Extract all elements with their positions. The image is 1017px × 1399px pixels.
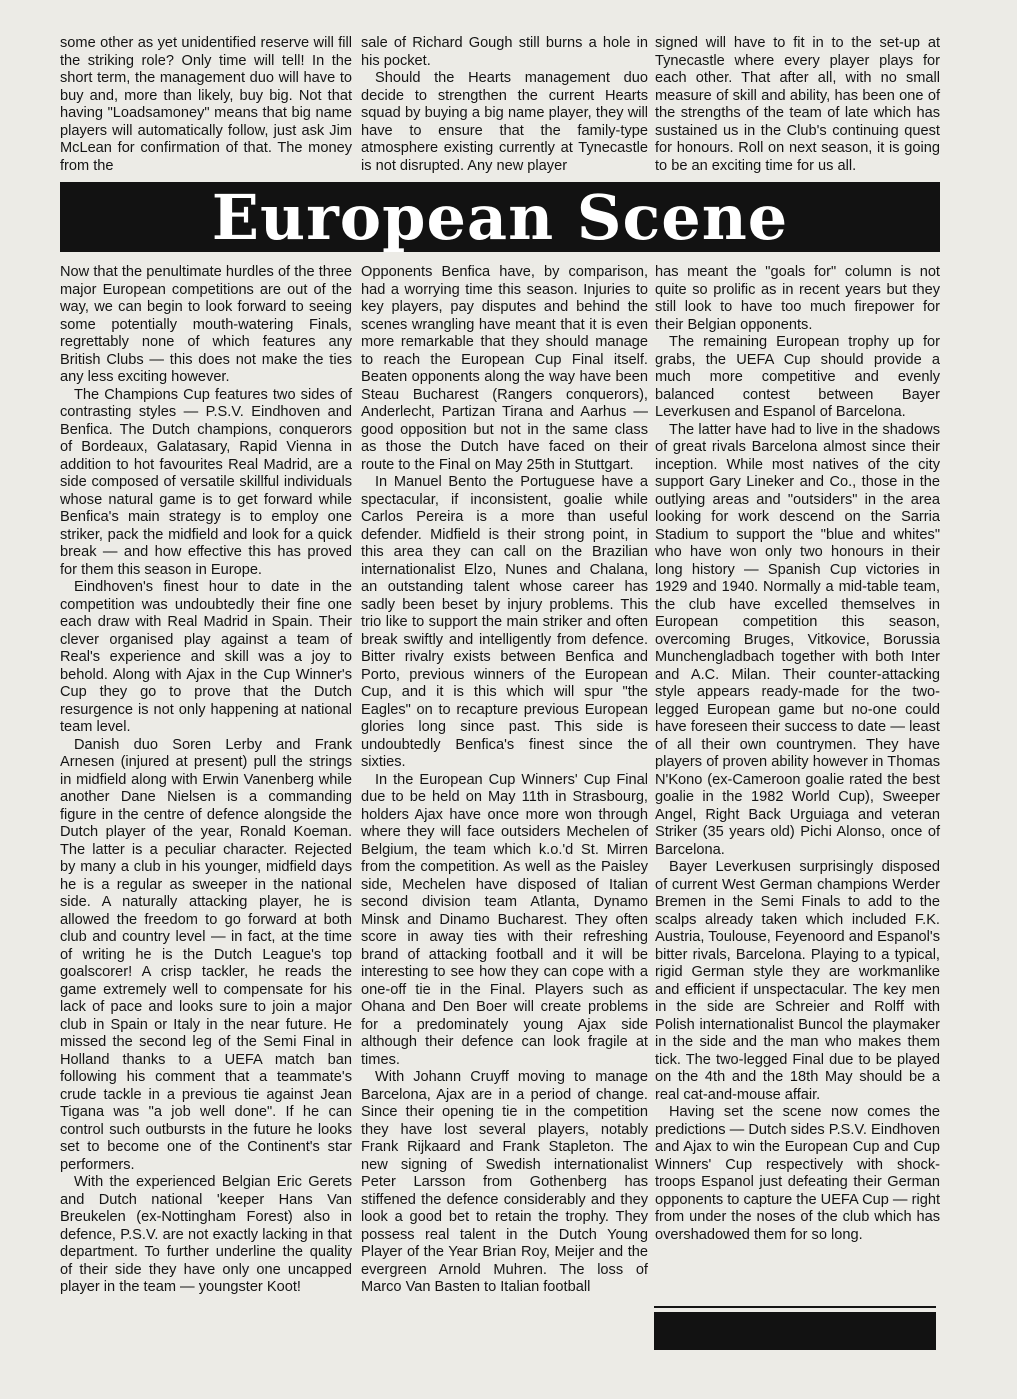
article-column-3 <box>655 264 940 1284</box>
section-banner <box>60 182 940 252</box>
top-column-2 <box>361 35 648 175</box>
paragraph: In Manuel Bento the Portuguese have a spectacular, if inconsistent, goalie while Carlos Pereira is a more than useful defender. Midfield is their strong point, in this area they can call on the Brazilian internationalist Elzo, Nunes and Chalana, an outstanding talent whose career has sadly been beset by injury problems. This trio like to support the main striker and often break swiftly and intelligently from defence. Bitter rivalry exists between Benfica and Porto, previous winners of the European Cup, and it is this which will spur "the Eagles" on to recapture previous European glories long since past. This side is undoubtedly Benfica's finest since the sixties. <box>361 474 648 770</box>
end-bar <box>654 1312 936 1350</box>
paragraph: With Johann Cruyff moving to manage Barcelona, Ajax are in a period of change. Since their opening tie in the competition they have lost several players, notably Frank Rijkaard and Frank Stapleton. The new signing of Swedish internationalist Peter Larsson from Gothenberg has stiffened the defence considerably and they look a good bet to retain the trophy. They possess real talent in the Dutch Young Player of the Year Brian Roy, Meijer and the evergreen Arnold Muhren. The loss of Marco Van Basten to Italian football <box>361 1069 648 1295</box>
paragraph: some other as yet unidentified reserve will fill the striking role? Only time will tell! In the short term, the management duo will have to buy and, more than likely, buy big. Not that having "Loadsamoney" means that big name players will automatically follow, just ask Jim McLean for confirmation of that. The money from the <box>60 35 352 174</box>
paragraph: has meant the "goals for" column is not quite so prolific as in recent years but they still look to have too much firepower for their Belgian opponents. <box>655 264 940 333</box>
paragraph: The Champions Cup features two sides of contrasting styles — P.S.V. Eindhoven and Benfica. The Dutch champions, conquerors of Bordeaux, Galatasary, Rapid Vienna in addition to hot favourites Real Madrid, are a side composed of versatile skillful individuals whose natural game is to get forward while Benfica's main strategy is to employ one striker, pack the midfield and look for a quick break — and how effective this has proved for them this season in Europe. <box>60 386 352 578</box>
paragraph: The latter have had to live in the shadows of great rivals Barcelona almost since their inception. While most natives of the city support Gary Lineker and Co., those in the outlying areas and "outsiders" in the area looking for work descend on the Sarria Stadium to support the "blue and whites" who have won only two honours in their long history — Spanish Cup victories in 1929 and 1940. Normally a mid-table team, the club have excelled themselves in European competition this season, overcoming Bruges, Vitkovice, Borussia Munchengladbach together with both Inter and A.C. Milan. Their counter-attacking style appears ready-made for the two-legged European game but no-one could have foreseen their success to date — least of all their own countrymen. They have players of proven ability however in Thomas N'Kono (ex-Cameroon goalie rated the best goalie in the 1982 World Cup), Sweeper Angel, Right Back Urguiaga and veteran Striker (35 years old) Pichi Alonso, once of Barcelona. <box>655 421 940 858</box>
top-column-1 <box>60 35 352 175</box>
paragraph: Having set the scene now comes the predictions — Dutch sides P.S.V. Eindhoven and Ajax to win the European Cup and Cup Winners' Cup respectively with shock-troops Espanol just defeating their German opponents to capture the UEFA Cup — right from under the noses of the club which has overshadowed them for so long. <box>655 1104 940 1243</box>
paragraph: The remaining European trophy up for grabs, the UEFA Cup should provide a much more competitive and evenly balanced contest between Bayer Leverkusen and Espanol of Barcelona. <box>655 334 940 420</box>
paragraph: Now that the penultimate hurdles of the three major European competitions are out of the way, we can begin to look forward to seeing some potentially mouth-watering Finals, regrettably none of which features any British Clubs — this does not make the ties any less exciting however. <box>60 264 352 385</box>
article-column-2 <box>361 264 648 1295</box>
paragraph: Danish duo Soren Lerby and Frank Arnesen (injured at present) pull the strings in midfield along with Erwin Vanenberg while another Dane Nielsen is a commanding figure in the centre of defence alongside the Dutch player of the year, Ronald Koeman. The latter is a peculiar character. Rejected by many a club in his younger, midfield days he is a regular as sweeper in the national side. A naturally attacking player, he is allowed the freedom to go forward at both club and country level — in fact, at the time of writing he is the Dutch League's top goalscorer! A crisp tackler, he reads the game extremely well to compensate for his lack of pace and looks sure to join a major club in Spain or Italy in the near future. He missed the second leg of the Semi Final in Holland thanks to a UEFA match ban following his comment that a teammate's crude tackle in a previous tie against Jean Tigana was "a job well done". If he can control such outbursts in the future he looks set to become one of the Continent's star performers. <box>60 736 352 1173</box>
paragraph: Eindhoven's finest hour to date in the competition was undoubtedly their fine one each draw with Real Madrid in Spain. Their clever organised play against a team of Real's experience and skill was a joy to behold. Along with Ajax in the Cup Winner's Cup they go to prove that the Dutch resurgence is not only happening at national team level. <box>60 579 352 735</box>
paragraph: sale of Richard Gough still burns a hole in his pocket. <box>361 35 648 69</box>
paragraph: Opponents Benfica have, by comparison, had a worrying time this season. Injuries to key players, pay disputes and behind the scenes wrangling have meant that it is even more remarkable that they should manage to reach the European Cup Final itself. Beaten opponents along the way have been Steau Bucharest (Rangers conquerors), Anderlecht, Partizan Tirana and Aarhus — good opposition but not in the same class as those the Dutch have faced on their route to the Final on May 25th in Stuttgart. <box>361 264 648 473</box>
top-column-3 <box>655 35 940 175</box>
paragraph: Bayer Leverkusen surprisingly disposed of current West German champions Werder Bremen in the Semi Finals to add to the scalps already taken which included F.K. Austria, Toulouse, Feyenoord and Espanol's bitter rivals, Barcelona. Playing to a typical, rigid German style they are workmanlike and efficient if unspectacular. The key men in the side are Schreier and Rolff with Polish internationalist Buncol the playmaker in the side and the man who makes them tick. The two-legged Final due to be played on the 4th and the 18th May should be a real cat-and-mouse affair. <box>655 859 940 1103</box>
article-column-1 <box>60 264 352 1295</box>
paragraph: Should the Hearts management duo decide to strengthen the current Hearts squad by buying a big name player, they will have to ensure that the family-type atmosphere existing currently at Tynecastle is not disrupted. Any new player <box>361 70 648 174</box>
paragraph: signed will have to fit in to the set-up at Tynecastle where every player plays for each other. That after all, with no small measure of skill and ability, has been one of the strengths of the team of late which has sustained us in the Club's continuing quest for honours. Roll on next season, it is going to be an exciting time for us all. <box>655 35 940 174</box>
paragraph: In the European Cup Winners' Cup Final due to be held on May 11th in Strasbourg, holders Ajax have once more won through where they will face outsiders Mechelen of Belgium, the team which k.o.'d St. Mirren from the competition. As well as the Paisley side, Mechelen have disposed of Italian second division team Atlanta, Dynamo Minsk and Dinamo Bucharest. They often score in away ties with their refreshing brand of attacking football and it will be interesting to see how they can cope with a one-off tie in the Final. Players such as Ohana and Den Boer will create problems for a predominately young Ajax side although their defence can look fragile at times. <box>361 771 648 1068</box>
section-title: European Scene <box>211 181 789 254</box>
paragraph: With the experienced Belgian Eric Gerets and Dutch national 'keeper Hans Van Breukelen (ex-Nottingham Forest) also in defence, P.S.V. are not exactly lacking in that department. To further underline the quality of their side they have only one uncapped player in the team — youngster Koot! <box>60 1174 352 1295</box>
end-divider <box>654 1306 936 1308</box>
